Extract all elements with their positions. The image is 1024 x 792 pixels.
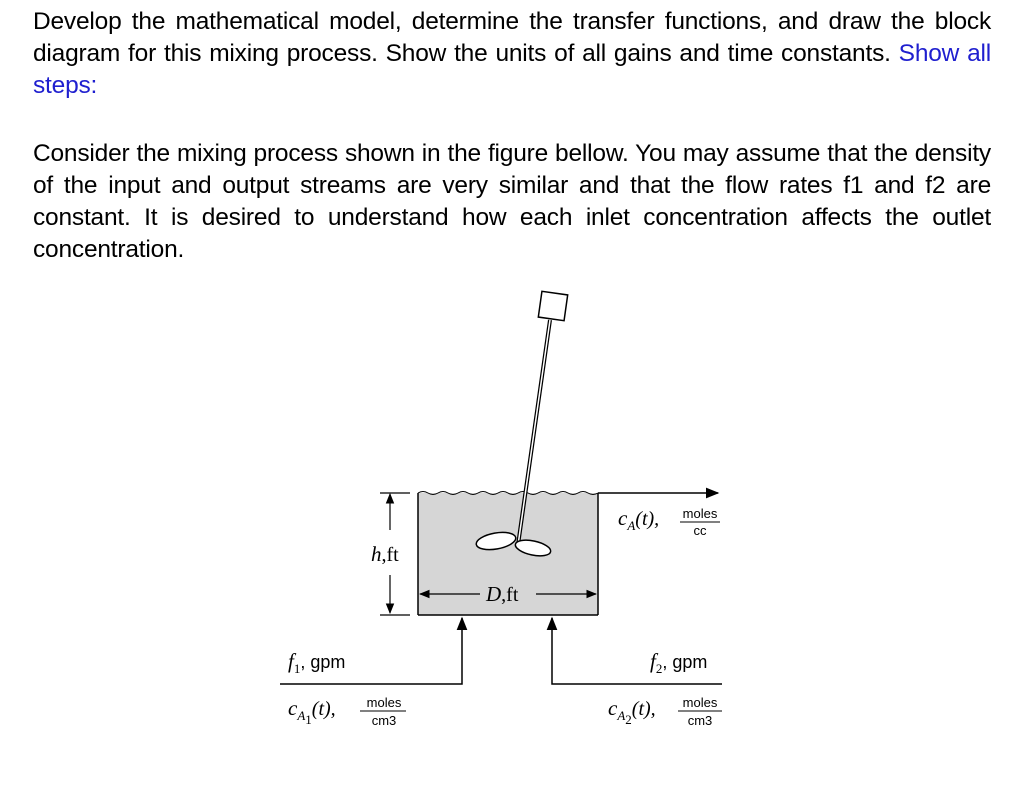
outlet-concentration-label xyxy=(618,506,720,538)
inlet2-flow-label: $f_2$, gpm xyxy=(650,649,708,676)
svg-text:cc: cc xyxy=(693,523,707,538)
svg-text:moles: moles xyxy=(366,695,402,710)
inlet1-stream-arrow xyxy=(280,618,462,684)
inlet1-flow-label: $f_1$, gpm xyxy=(288,649,346,676)
svg-text:cA(t),: $c_A(t)$, xyxy=(618,506,660,533)
svg-text:cA1(t),: $c_{A1}(t)$, xyxy=(288,696,336,727)
inlet2-concentration-label xyxy=(608,695,722,728)
instruction-text: Develop the mathematical model, determine the transfer functions, and draw the block diagram for this mixing process. Show the units of all gains and time constants. xyxy=(33,8,991,67)
inlet1-concentration-label xyxy=(288,695,406,728)
svg-text:cA2(t),: $c_{A2}(t)$, xyxy=(608,696,656,727)
svg-text:cm3: cm3 xyxy=(371,713,397,728)
motor-box xyxy=(538,291,567,320)
svg-text:moles: moles xyxy=(682,506,718,521)
svg-text:cm3: cm3 xyxy=(687,713,713,728)
diameter-label: D,ft xyxy=(486,582,519,606)
description-paragraph: Consider the mixing process shown in the figure bellow. You may assume that the density of the input and output streams are very similar and that the flow rates f1 and f2 are constant. It is desired to understand how each inlet concentration affects the outlet concentration. xyxy=(33,140,991,263)
height-label: h,ft xyxy=(371,542,399,566)
inlet2-stream-arrow xyxy=(552,618,722,684)
svg-text:moles: moles xyxy=(682,695,718,710)
show-all-steps-text: Show all steps: xyxy=(33,40,991,99)
